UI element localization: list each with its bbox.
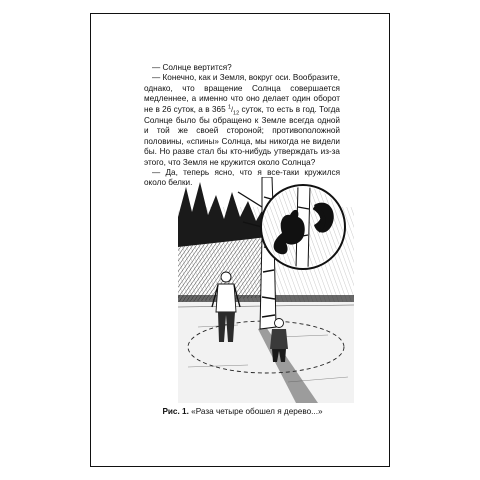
fraction: $^1/_{12}$ (228, 104, 240, 117)
paragraph-3-text: — Да, теперь ясно, что я все-таки кружился около белки. (144, 168, 340, 188)
paragraph-2-text-end: суток, то есть в год. Тогда Солнце было бы обращено к Земле всегда одной и той же своей стороной; противоположной половины, «спины» Солнца, мы никогда не видели бы. Но разве стал бы кто-нибудь утверждать из-за этого, что Земля не кружится около Солнца? (144, 104, 340, 167)
paragraph-1-text: — Солнце вертится? (152, 63, 232, 72)
figure-caption (140, 407, 345, 416)
body-text (144, 63, 340, 189)
figure-label: Рис. 1. (162, 407, 189, 416)
paragraph-2 (144, 73, 340, 168)
fraction-denominator: 12 (233, 110, 240, 117)
figure-illustration (178, 177, 354, 403)
fraction-numerator: 1 (228, 104, 232, 111)
figure-caption-text: «Раза четыре обошел я дерево...» (191, 407, 323, 416)
squirrel-inset (261, 185, 345, 269)
paragraph-2-text-start: — Конечно, как и Земля, вокруг оси. Вообразите, однако, что вращение Солнца совершается медленнее, а именно что оно делает один оборот не в 26 суток, а в 365 (144, 73, 340, 114)
paragraph-1 (144, 63, 340, 73)
